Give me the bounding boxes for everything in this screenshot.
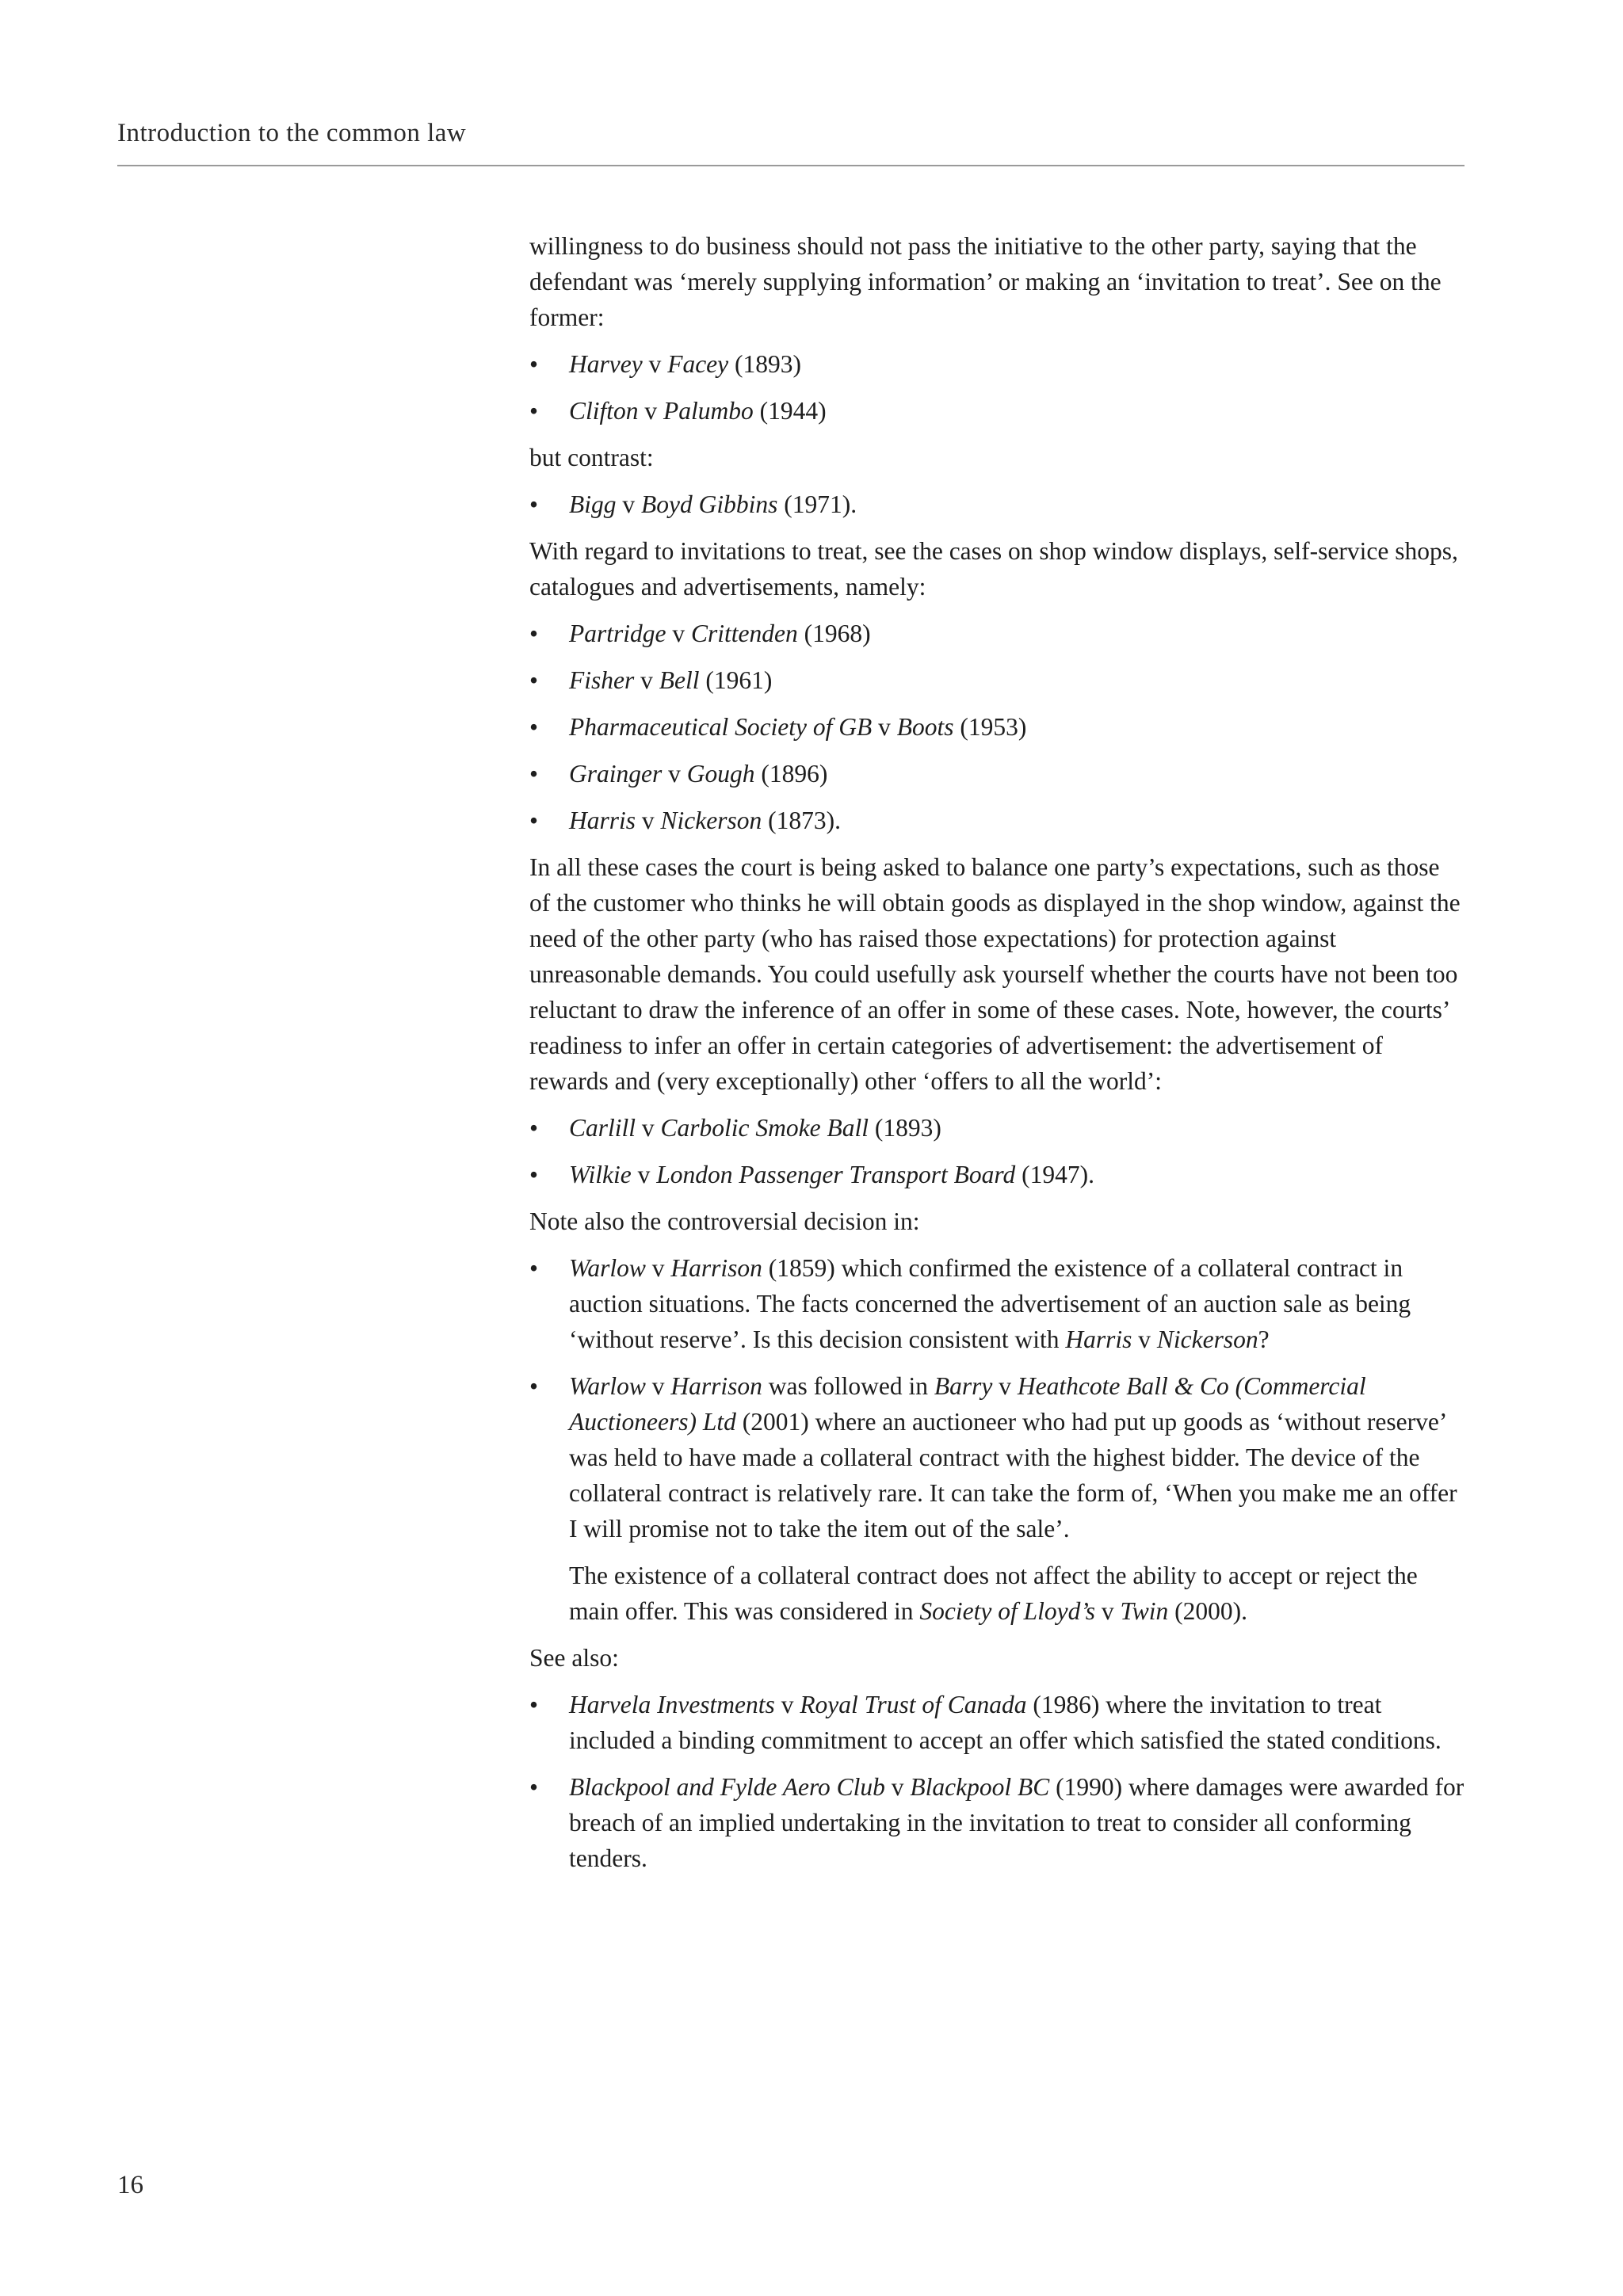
versus: v (642, 350, 668, 378)
bullet-icon: • (529, 397, 539, 425)
versus: v (666, 620, 691, 647)
controversial-case-list (529, 1250, 1466, 1629)
versus: v (1095, 1597, 1121, 1625)
case-party: Crittenden (691, 620, 798, 647)
case-party: Boyd Gibbins (641, 490, 778, 518)
bullet-icon: • (529, 1691, 539, 1718)
case-list-item (529, 756, 1466, 791)
case-list-item (529, 616, 1466, 651)
case-party: Harrison (670, 1372, 762, 1400)
bullet-icon: • (529, 666, 539, 694)
case-party: Wilkie (569, 1161, 632, 1188)
case-party: Harrison (670, 1254, 762, 1282)
bullet-icon: • (529, 620, 539, 647)
case-year: (1968) (797, 620, 871, 647)
case-text: (1986) where the invitation to treat included a binding commitment to accept an offer which satisfied the stated conditions. (569, 1691, 1442, 1754)
case-text: ? (1258, 1325, 1270, 1353)
bullet-icon: • (529, 1161, 539, 1188)
bullet-icon: • (529, 1254, 539, 1282)
case-party: Grainger (569, 760, 663, 788)
case-party: Facey (667, 350, 729, 378)
bullet-icon: • (529, 1372, 539, 1400)
versus: v (774, 1691, 800, 1718)
invitations-paragraph: With regard to invitations to treat, see the cases on shop window displays, self-service shops, catalogues and advertisements, namely: (529, 537, 1458, 601)
former-case-list (529, 346, 1466, 429)
case-party: London Passenger Transport Board (656, 1161, 1016, 1188)
case-party: Pharmaceutical Society of GB (569, 713, 873, 741)
bullet-icon: • (529, 1114, 539, 1142)
versus: v (872, 713, 897, 741)
bullet-icon: • (529, 760, 539, 788)
case-list-item (529, 1769, 1466, 1876)
case-text: was followed in (762, 1372, 934, 1400)
case-party: Nickerson (1156, 1325, 1258, 1353)
contrast-case-list (529, 486, 1466, 522)
case-year: (1896) (754, 760, 828, 788)
rewards-case-list (529, 1110, 1466, 1192)
case-year: (2000). (1168, 1597, 1247, 1625)
case-list-item (529, 1368, 1466, 1547)
case-list-item (529, 709, 1466, 745)
case-text: (1859) which confirmed the existence of a collateral contract in auction situations. The facts concerned the advertisement of an auction sale as being ‘without reserve’. Is this decision consistent with (569, 1254, 1411, 1353)
controversial-paragraph: Note also the controversial decision in: (529, 1207, 920, 1235)
case-party: Palumbo (663, 397, 754, 425)
versus: v (645, 1254, 671, 1282)
versus: v (631, 1161, 657, 1188)
collateral-paragraph (529, 1558, 1466, 1629)
case-party: Warlow (569, 1372, 646, 1400)
versus: v (992, 1372, 1018, 1400)
case-party: Blackpool and Fylde Aero Club (569, 1773, 885, 1801)
case-party: Twin (1120, 1597, 1169, 1625)
case-party: Harvey (569, 350, 643, 378)
case-party: Harris (569, 807, 636, 834)
case-party: Nickerson (660, 807, 762, 834)
case-party: Gough (686, 760, 755, 788)
invitations-case-list (529, 616, 1466, 838)
case-party: Barry (934, 1372, 993, 1400)
balance-paragraph: In all these cases the court is being asked to balance one party’s expectations, such as those of the customer who thinks he will obtain goods as displayed in the shop window, against the need of the other party (who has raised those expectations) for protection against unreasonable demands. You could usefully ask yourself whether the courts have not been too reluctant to draw the inference of an offer in some of these cases. Note, however, the courts’ readiness to infer an offer in certain categories of advertisement: the advertisement of rewards and (very exceptionally) other ‘offers to all the world’: (529, 853, 1461, 1095)
case-list-item (529, 803, 1466, 838)
versus: v (884, 1773, 911, 1801)
case-year: (1947). (1015, 1161, 1094, 1188)
versus: v (616, 490, 641, 518)
case-list-item (529, 346, 1466, 382)
versus: v (636, 807, 661, 834)
case-list-item (529, 1110, 1466, 1146)
case-party: Blackpool BC (910, 1773, 1050, 1801)
case-party: Harris (1065, 1325, 1132, 1353)
case-list-item (529, 486, 1466, 522)
collateral-text: The existence of a collateral contract does not affect the ability to accept or reject the main offer. This was considered in (569, 1562, 1418, 1625)
bullet-icon: • (529, 1773, 539, 1801)
case-year: (1961) (699, 666, 773, 694)
versus: v (634, 666, 659, 694)
see-also-paragraph: See also: (529, 1644, 619, 1672)
case-list-item (529, 662, 1466, 698)
case-party: Heathcote Ball & Co (Commercial Auctioneers) Ltd (569, 1372, 1366, 1436)
see-also-case-list (529, 1687, 1466, 1876)
case-list-item (529, 1250, 1466, 1357)
bullet-icon: • (529, 490, 539, 518)
case-party: Royal Trust of Canada (800, 1691, 1027, 1718)
bullet-icon: • (529, 713, 539, 741)
case-party: Partridge (569, 620, 666, 647)
case-list-item (529, 1157, 1466, 1192)
case-year: (1893) (728, 350, 801, 378)
case-party: Carbolic Smoke Ball (660, 1114, 869, 1142)
case-list-item (529, 393, 1466, 429)
versus: v (662, 760, 687, 788)
versus: v (638, 397, 664, 425)
intro-paragraph: willingness to do business should not pass the initiative to the other party, saying that the defendant was ‘merely supplying information’ or making an ‘invitation to treat’. See on the former: (529, 232, 1442, 331)
case-text: (2001) where an auctioneer who had put up goods as ‘without reserve’ was held to have made a collateral contract with the highest bidder. The device of the collateral contract is relatively rare. It can take the form of, ‘When you make me an offer I will promise not to take the item out of the sale’. (569, 1408, 1457, 1543)
bullet-icon: • (529, 350, 539, 378)
versus: v (1132, 1325, 1157, 1353)
case-party: Society of Lloyd’s (919, 1597, 1096, 1625)
case-party: Bigg (569, 490, 617, 518)
case-party: Boots (896, 713, 954, 741)
case-list-item (529, 1687, 1466, 1758)
case-year: (1944) (753, 397, 827, 425)
case-year: (1953) (953, 713, 1027, 741)
contrast-paragraph: but contrast: (529, 444, 654, 471)
page-number: 16 (117, 2171, 143, 2199)
case-year: (1971). (777, 490, 857, 518)
running-head: Introduction to the common law (117, 119, 467, 147)
case-party: Clifton (569, 397, 639, 425)
versus: v (645, 1372, 671, 1400)
versus: v (636, 1114, 661, 1142)
case-party: Warlow (569, 1254, 646, 1282)
case-year: (1893) (869, 1114, 941, 1142)
case-party: Fisher (569, 666, 635, 694)
case-party: Harvela Investments (569, 1691, 775, 1718)
case-text: (1990) where damages were awarded for breach of an implied undertaking in the invitation to treat to consider all conforming tenders. (569, 1773, 1465, 1872)
case-party: Carlill (569, 1114, 636, 1142)
main-text-column (529, 228, 1466, 1887)
bullet-icon: • (529, 807, 539, 834)
case-party: Bell (659, 666, 700, 694)
header-rule (117, 165, 1465, 166)
case-year: (1873). (762, 807, 841, 834)
